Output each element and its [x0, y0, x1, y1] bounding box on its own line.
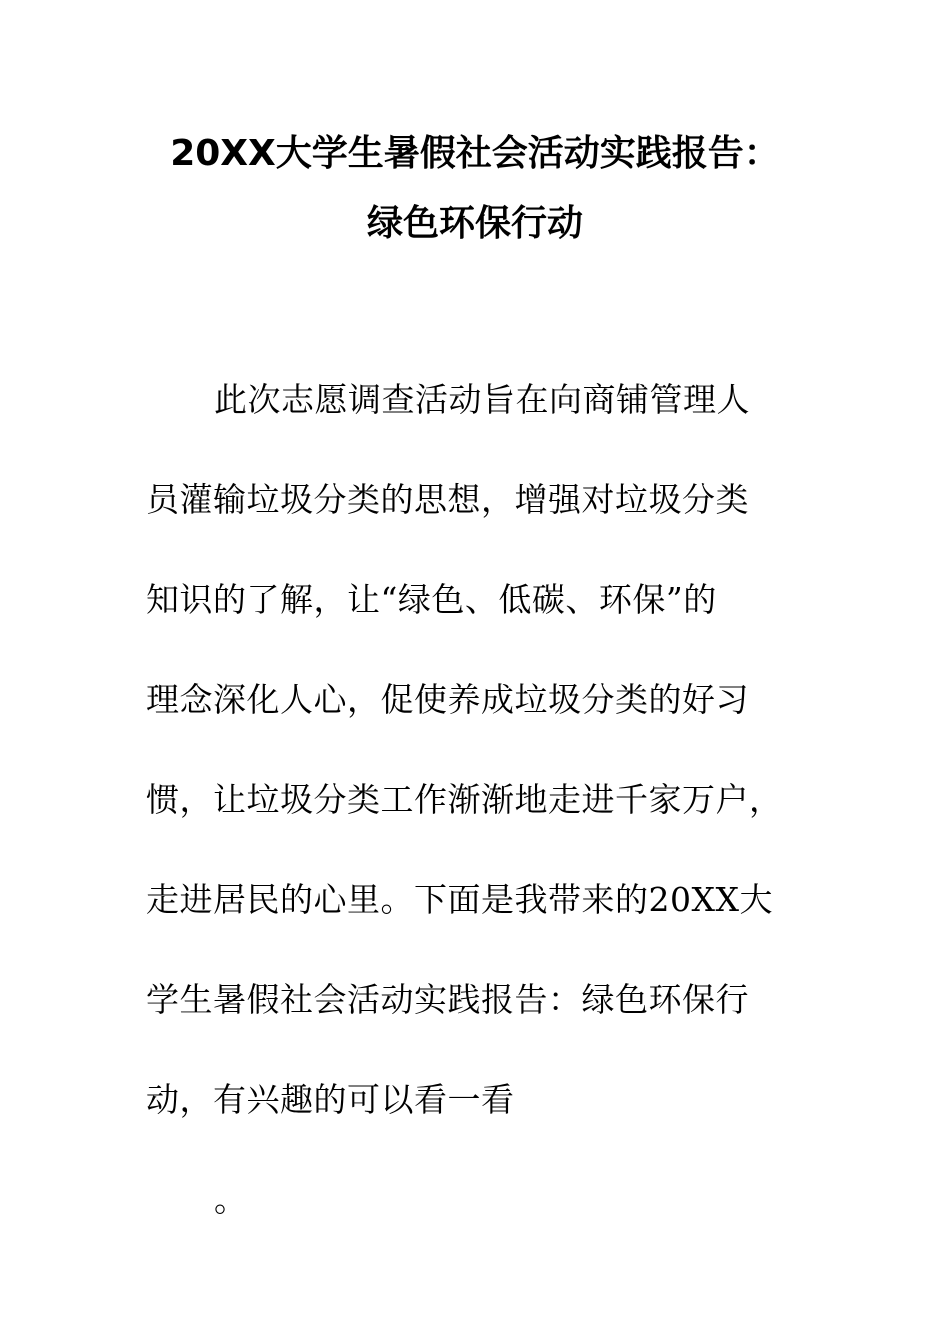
body-line-2: 员灌输垃圾分类的思想，增强对垃圾分类 [146, 480, 749, 519]
body-line-5: 惯，让垃圾分类工作渐渐地走进千家万户， [146, 780, 783, 819]
document-title-line-2: 绿色环保行动 [366, 203, 583, 244]
body-line-7: 学生暑假社会活动实践报告：绿色环保行 [146, 980, 749, 1019]
body-line-6: 走进居民的心里。下面是我带来的20XX大 [146, 880, 773, 919]
body-line-8: 动，有兴趣的可以看一看 [146, 1080, 515, 1119]
body-line-3: 知识的了解，让“绿色、低碳、环保”的 [146, 580, 717, 619]
body-line-9: 。 [214, 1180, 248, 1219]
body-line-4: 理念深化人心，促使养成垃圾分类的好习 [146, 680, 749, 719]
document-title-line-1: 20XX大学生暑假社会活动实践报告： [170, 133, 780, 174]
body-line-1: 此次志愿调查活动旨在向商铺管理人 [214, 380, 750, 419]
